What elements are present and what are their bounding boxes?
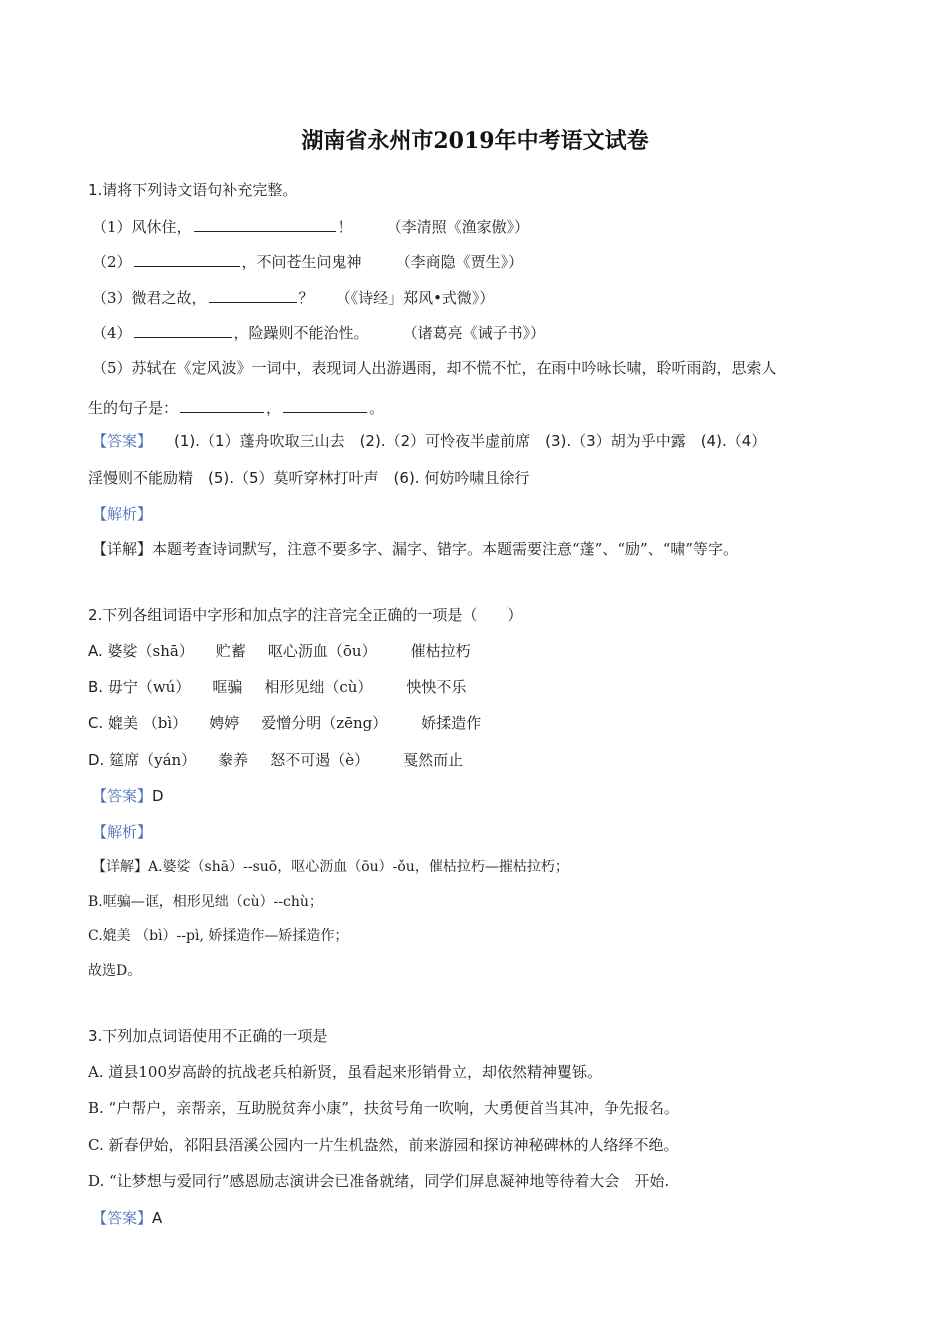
q2-analysis-tag: 【解析】: [92, 823, 153, 841]
q3-option-d: D. “让梦想与爱同行”感恩励志演讲会已准备就绪，同学们屏息凝神地等待着大会 开始.: [88, 1172, 670, 1190]
q1-item-3: （3）微君之故， ？ （《诗经」郑风•式微》）: [92, 286, 494, 309]
fill-blank: [180, 396, 264, 413]
answer-tag: 【答案】: [92, 432, 153, 450]
q3-option-b: B. “户帮户，亲帮亲，互助脱贫奔小康”，扶贫号角一吹响，大勇便首当其冲，争先报名。: [88, 1099, 679, 1117]
fill-blank: [134, 321, 232, 338]
q1-answer-cont: 淫慢则不能励精 (5).（5）莫听穿林打叶声 (6). 何妨吟啸且徐行: [88, 469, 530, 487]
q2-answer: 【答案】D: [92, 787, 164, 805]
q1-item-1: （1）风休住， ！ （李清照《渔家傲》）: [92, 215, 529, 238]
page-title: 湖南省永州市2019年中考语文试卷: [301, 128, 649, 154]
q1-stem: 1.请将下列诗文语句补充完整。: [88, 181, 298, 199]
q3-answer: 【答案】A: [92, 1209, 163, 1227]
q2-option-b: B. 毋宁（wú） 哐骗 相形见绌（cù） 怏怏不乐: [88, 678, 467, 696]
q2-option-a: A. 婆娑（shā） 贮蓄 呕心沥血（ōu） 催枯拉朽: [88, 642, 471, 660]
q2-detail-3: C.媲美 （bì）--pì, 娇揉造作—矫揉造作；: [88, 928, 349, 944]
fill-blank: [283, 396, 367, 413]
q1-item-4: （4） ，险躁则不能治性。 （诸葛亮《诫子书》）: [92, 321, 545, 344]
fill-blank: [194, 215, 336, 232]
q2-detail-2: B.哐骗—诓，相形见绌（cù）--chù；: [88, 894, 323, 910]
q2-detail-1: 【详解】A.婆娑（shā）--suō，呕心沥血（ōu）-ǒu，催枯拉朽—摧枯拉朽；: [92, 859, 569, 875]
q1-item-2: （2） ，不问苍生问鬼神 （李商隐《贾生》）: [92, 250, 523, 273]
fill-blank: [134, 250, 240, 267]
q3-stem: 3.下列加点词语使用不正确的一项是: [88, 1027, 328, 1045]
q1-item-5-line2: 生的句子是： ， 。: [88, 396, 384, 419]
q1-answer: 【答案】 (1).（1）蓬舟吹取三山去 (2).（2）可怜夜半虚前席 (3).（3）胡为乎中露 (4).（4）: [92, 432, 767, 450]
q3-option-a: A. 道县100岁高龄的抗战老兵柏新贤，虽看起来形销骨立，却依然精神矍铄。: [88, 1063, 603, 1081]
q1-item-5-line1: （5）苏轼在《定风波》一词中，表现词人出游遇雨，却不慌不忙，在雨中吟咏长啸，聆听雨韵，思索人: [92, 359, 777, 377]
fill-blank: [209, 286, 297, 303]
q2-stem: 2.下列各组词语中字形和加点字的注音完全正确的一项是（ ）: [88, 606, 523, 624]
q2-detail-4: 故选D。: [88, 963, 142, 979]
q1-detail: 【详解】本题考查诗词默写，注意不要多字、漏字、错字。本题需要注意“蓬”、“励”、“啸”等字。: [92, 540, 739, 558]
q2-option-c: C. 媲美 （bì） 娉婷 爱憎分明（zēng） 娇揉造作: [88, 714, 482, 732]
q2-option-d: D. 筵席（yán） 豢养 怒不可遏（è） 戛然而止: [88, 751, 464, 769]
q3-option-c: C. 新春伊始，祁阳县浯溪公园内一片生机盎然，前来游园和探访神秘碑林的人络绎不绝。: [88, 1136, 679, 1154]
q1-analysis-tag: 【解析】: [92, 505, 153, 523]
